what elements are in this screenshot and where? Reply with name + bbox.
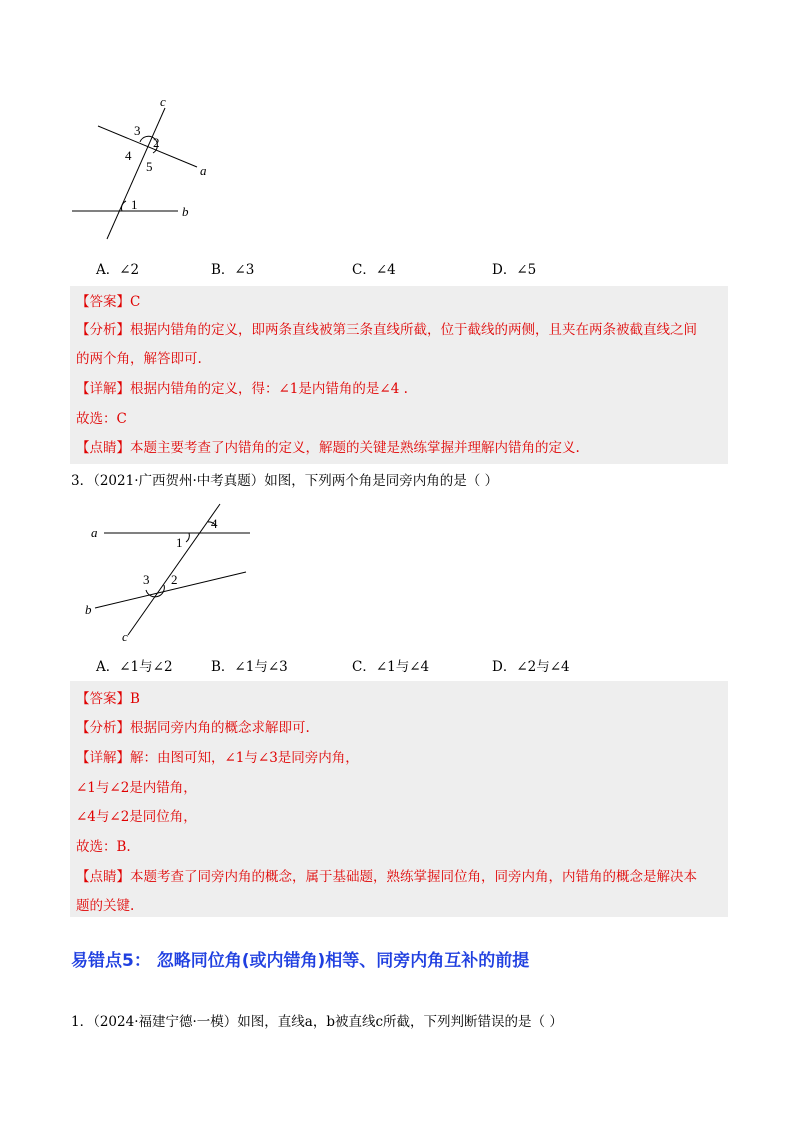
q3-answer: 【答案】B <box>76 691 140 707</box>
next-question: 1．（2024·福建宁德·一模）如图，直线a，b被直线c所截，下列判断错误的是（ ） <box>71 1014 563 1030</box>
q3-question: 3．（2021·广西贺州·中考真题）如图，下列两个角是同旁内角的是（ ） <box>71 473 499 489</box>
q2-option-a[interactable]: A．∠2 <box>96 262 140 278</box>
q3-option-b[interactable]: B．∠1与∠3 <box>211 659 288 675</box>
q2-analysis-line-2: 的两个角，解答即可. <box>76 351 202 367</box>
q2-comment: 【点睛】本题主要考查了内错角的定义，解题的关键是熟练掌握并理解内错角的定义. <box>76 440 580 456</box>
q3-analysis: 【分析】根据同旁内角的概念求解即可. <box>76 720 310 736</box>
q3-detail-line-3: ∠4与∠2是同位角， <box>76 809 197 825</box>
angle-label-3: 3 <box>143 572 150 587</box>
section-title: 易错点5： 忽略同位角(或内错角)相等、同旁内角互补的前提 <box>71 951 530 971</box>
angle-arc-lower <box>121 201 126 211</box>
label-a: a <box>200 163 207 178</box>
figure-transversal-1 <box>60 90 230 250</box>
label-b: b <box>182 204 189 219</box>
q2-option-b[interactable]: B．∠3 <box>211 262 255 278</box>
q3-comment-line-1: 【点睛】本题考查了同旁内角的概念，属于基础题，熟练掌握同位角，同旁内角，内错角的概念是解决本 <box>76 869 697 885</box>
q2-detail: 【详解】根据内错角的定义，得：∠1是内错角的是∠4 . <box>76 381 408 397</box>
q2-choice: 故选：C <box>76 411 127 427</box>
angle-label-5: 5 <box>146 159 153 174</box>
q3-detail-line-2: ∠1与∠2是内错角， <box>76 780 197 796</box>
q2-option-c[interactable]: C．∠4 <box>352 262 396 278</box>
angle-label-1: 1 <box>131 197 138 212</box>
q3-detail-line-1: 【详解】解：由图可知，∠1与∠3是同旁内角， <box>76 750 359 766</box>
q3-option-c[interactable]: C．∠1与∠4 <box>352 659 430 675</box>
q3-answer-block <box>70 681 728 917</box>
q2-option-d[interactable]: D．∠5 <box>492 262 537 278</box>
angle-label-2: 2 <box>171 572 178 587</box>
q2-answer-block <box>70 286 728 464</box>
q2-analysis-line-1: 【分析】根据内错角的定义，即两条直线被第三条直线所截，位于截线的两侧，且夹在两条被截直线之间 <box>76 322 697 338</box>
q3-comment-line-2: 题的关键. <box>76 898 135 914</box>
angle-arc-1 <box>186 533 189 542</box>
label-c: c <box>122 629 128 644</box>
angle-label-4: 4 <box>211 516 218 531</box>
line-c <box>128 504 220 635</box>
angle-label-2: 2 <box>153 135 160 150</box>
angle-label-1: 1 <box>176 535 183 550</box>
figure-transversal-2 <box>80 500 260 645</box>
q2-answer: 【答案】C <box>76 294 141 310</box>
angle-label-4: 4 <box>125 148 132 163</box>
q3-option-a[interactable]: A．∠1与∠2 <box>96 659 173 675</box>
label-b: b <box>85 602 92 617</box>
label-a: a <box>91 525 98 540</box>
q3-choice: 故选：B. <box>76 839 131 855</box>
angle-label-3: 3 <box>134 123 141 138</box>
q3-option-d[interactable]: D．∠2与∠4 <box>492 659 570 675</box>
label-c: c <box>160 94 166 109</box>
